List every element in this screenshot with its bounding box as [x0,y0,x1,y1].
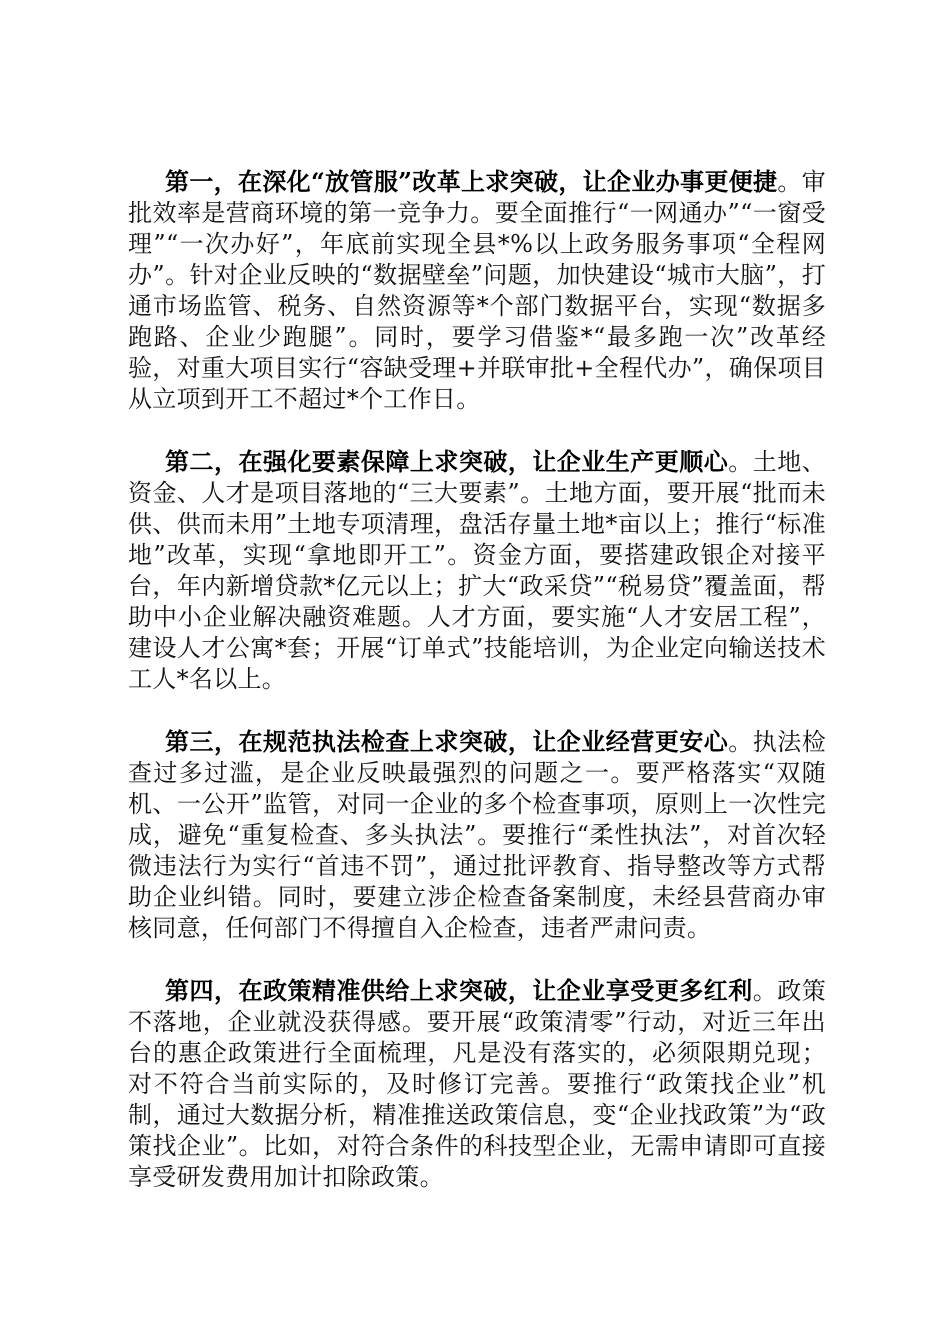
paragraph-2 [128,446,826,695]
document-body [128,166,826,1224]
paragraph-4-heading: 第四，在政策精准供给上求突破，让企业享受更多红利 [165,976,753,1005]
paragraph-3 [128,726,826,944]
paragraph-1-heading: 第一，在深化“放管服”改革上求突破，让企业办事更便捷 [165,167,778,196]
paragraph-2-body: 。土地、资金、人才是项目落地的“三大要素”。土地方面，要开展“批而未供、供而未用”土地专项清理，盘活存量土地*亩以上；推行“标准地”改革，实现“拿地即开工”。资金方面，要搭建政银企对接平台，年内新增贷款*亿元以上；扩大“政采贷”“税易贷”覆盖面，帮助中小企业解决融资难题。人才方面，要实施“人才安居工程”，建设人才公寓*套；开展“订单式”技能培训，为企业定向输送技术工人*名以上。 [128,448,826,693]
paragraph-4-body: 。政策不落地，企业就没获得感。要开展“政策清零”行动，对近三年出台的惠企政策进行全面梳理，凡是没有落实的，必须限期兑现；对不符合当前实际的，及时修订完善。要推行“政策找企业”机制，通过大数据分析，精准推送政策信息，变“企业找政策”为“政策找企业”。比如，对符合条件的科技型企业，无需申请即可直接享受研发费用加计扣除政策。 [128,977,826,1191]
paragraph-1-body: 。审批效率是营商环境的第一竞争力。要全面推行“一网通办”“一窗受理”“一次办好”，年底前实现全县*%以上政务服务事项“全程网办”。针对企业反映的“数据壁垒”问题，加快建设“城市大脑”，打通市场监管、税务、自然资源等*个部门数据平台，实现“数据多跑路、企业少跑腿”。同时，要学习借鉴*“最多跑一次”改革经验，对重大项目实行“容缺受理+并联审批+全程代办”，确保项目从立项到开工不超过*个工作日。 [128,168,826,413]
paragraph-3-heading: 第三，在规范执法检查上求突破，让企业经营更安心 [165,727,729,756]
paragraph-4 [128,975,826,1193]
paragraph-3-body: 。执法检查过多过滥，是企业反映最强烈的问题之一。要严格落实“双随机、一公开”监管，对同一企业的多个检查事项，原则上一次性完成，避免“重复检查、多头执法”。要推行“柔性执法”，对首次轻微违法行为实行“首违不罚”，通过批评教育、指导整改等方式帮助企业纠错。同时，要建立涉企检查备案制度，未经县营商办审核同意，任何部门不得擅自入企检查，违者严肃问责。 [128,728,826,942]
paragraph-2-heading: 第二，在强化要素保障上求突破，让企业生产更顺心 [165,447,729,476]
paragraph-1 [128,166,826,415]
